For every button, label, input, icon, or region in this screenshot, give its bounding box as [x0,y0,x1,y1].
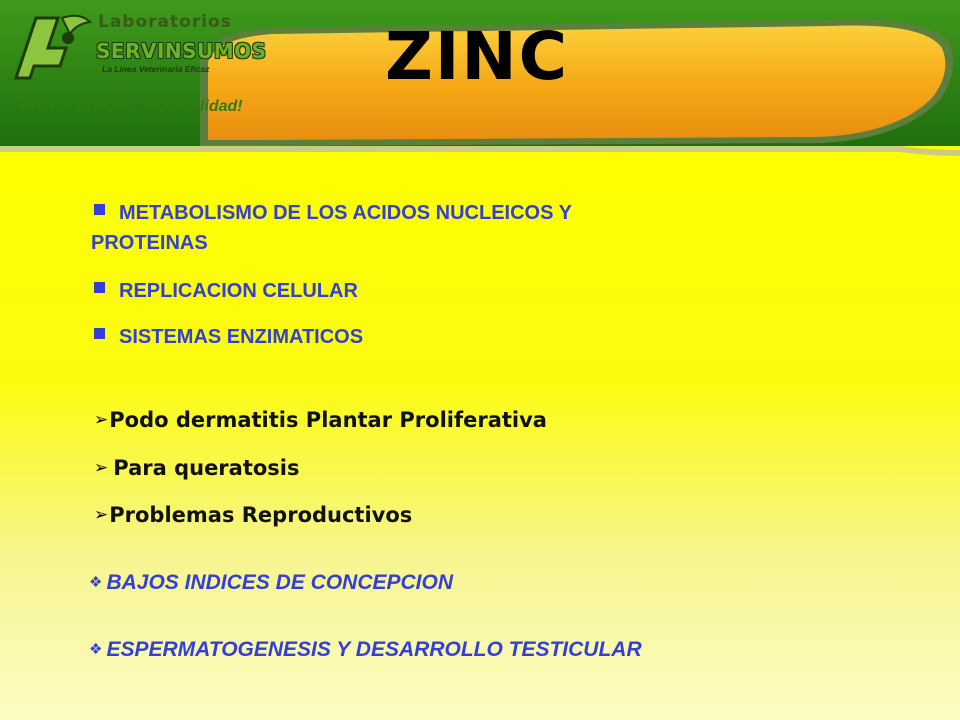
function-item-3 [94,322,363,352]
deficiency-item-3 [94,502,412,528]
reproductive-item-2 [89,637,642,663]
arrow-bullet-icon: ➢ [94,458,109,477]
logo-slogan: Piensa Calidad, Vive Calidad! [20,98,243,115]
reproductive-item-label: BAJOS INDICES DE CONCEPCION [106,571,454,594]
reproductive-item-label: ESPERMATOGENESIS Y DESARROLLO TESTICULAR [106,638,642,661]
square-bullet-icon [94,282,105,293]
square-bullet-icon [94,328,105,339]
diamond-bullet-icon: ❖ [89,574,103,591]
arrow-bullet-icon: ➢ [94,505,109,524]
deficiency-item-label: Problemas Reproductivos [109,503,413,527]
diamond-bullet-icon: ❖ [89,641,103,658]
function-item-label-continued: PROTEINAS [91,232,208,254]
logo-tagline: La Linea Veterinaria Eficaz [102,64,210,74]
deficiency-item-1 [94,407,547,433]
function-item-label: SISTEMAS ENZIMATICOS [119,326,364,348]
logo-brand-name: SERVINSUMOS [96,39,267,63]
deficiency-item-label: Podo dermatitis Plantar Proliferativa [109,408,547,432]
function-item-1 [91,198,854,258]
function-item-label: REPLICACION CELULAR [119,280,358,302]
slide-title: ZINC [385,18,570,95]
deficiency-item-2 [94,455,300,481]
arrow-bullet-icon: ➢ [94,410,109,429]
logo-line-1: Laboratorios [98,12,232,32]
reproductive-item-1 [89,570,453,596]
square-bullet-icon [94,204,105,215]
deficiency-item-label: Para queratosis [113,456,300,480]
function-item-label: METABOLISMO DE LOS ACIDOS NUCLEICOS Y [119,202,572,224]
function-item-2 [94,276,358,306]
